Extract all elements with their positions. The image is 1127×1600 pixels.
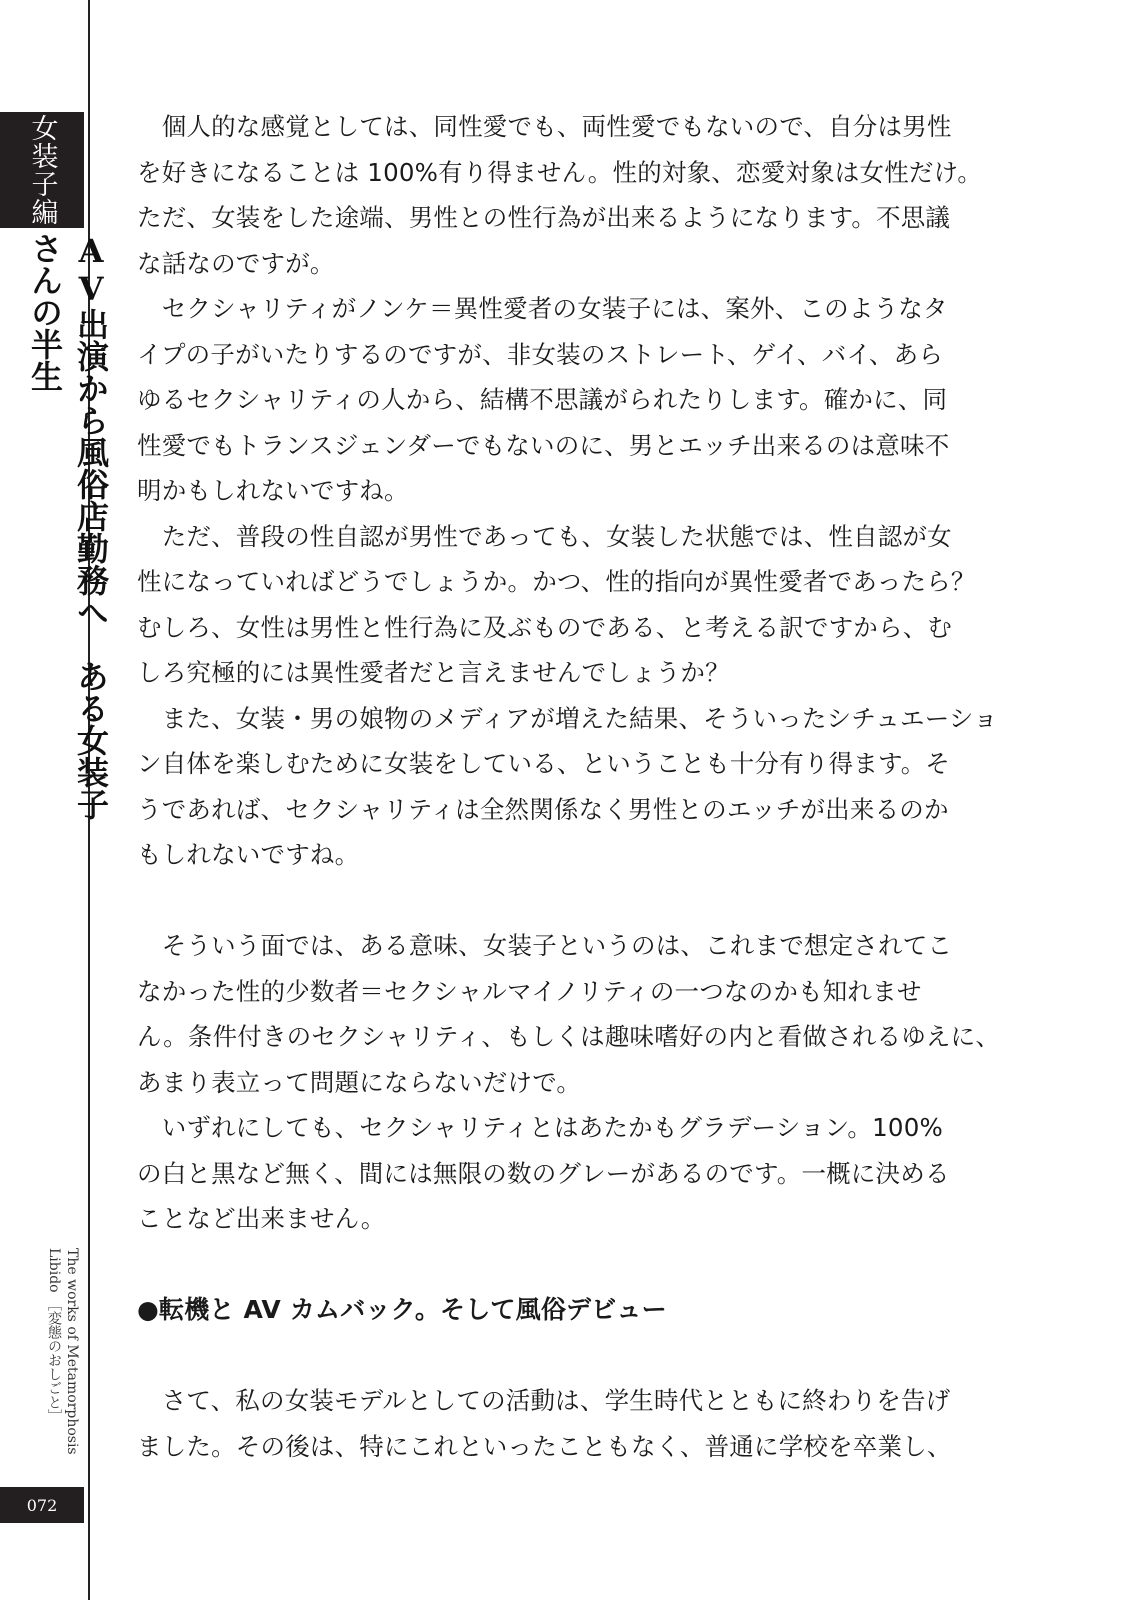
- text-line: の白と黒など無く、間には無限の数のグレーがあるのです。一概に決める: [137, 1158, 950, 1188]
- text-line: いずれにしても、セクシャリティとはあたかもグラデーション。100%: [137, 1113, 943, 1142]
- text-line: ン自体を楽しむために女装をしている、ということも十分有り得ます。そ: [137, 749, 951, 778]
- text-line: あまり表立って問題にならないだけで。: [137, 1067, 582, 1097]
- text-line: うであれば、セクシャリティは全然関係なく男性とのエッチが出来るのか: [137, 794, 949, 824]
- text-line: しろ究極的には異性愛者だと言えませんでしょうか？: [137, 658, 730, 687]
- page-number: 072: [0, 1487, 84, 1523]
- body-text: [137, 104, 1001, 1469]
- text-line: イプの子がいたりするのですが、非女装のストレート、ゲイ、バイ、あら: [137, 339, 944, 369]
- section-tab: [0, 112, 84, 228]
- paragraph-gap: [137, 1242, 987, 1288]
- text-line: ゆるセクシャリティの人から、結構不思議がられたりします。確かに、同: [137, 385, 948, 414]
- text-line: 性愛でもトランスジェンダーでもないのに、男とエッチ出来るのは意味不: [137, 430, 950, 460]
- paragraph-gap: [137, 1333, 987, 1379]
- text-line: ました。その後は、特にこれといったこともなく、普通に学校を卒業し、: [137, 1431, 952, 1461]
- text-line: 性になっていればどうでしょうか。かつ、性的指向が異性愛者であったら？: [137, 567, 976, 596]
- paragraph-gap: [137, 878, 987, 924]
- text-line: もしれないですね。: [137, 840, 360, 869]
- text-line: ただ、普段の性自認が男性であっても、女装した状態では、性自認が女: [137, 521, 952, 551]
- text-line: そういう面では、ある意味、女装子というのは、これまで想定されてこ: [137, 931, 953, 960]
- text-line: 明かもしれないですね。: [137, 476, 409, 505]
- text-line: ん。条件付きのセクシャリティ、もしくは趣味嗜好の内と看做されるゆえに、: [137, 1022, 1001, 1051]
- text-line: ただ、女装をした途端、男性との性行為が出来るようになります。不思議: [137, 203, 951, 232]
- text-line: また、女装・男の娘物のメディアが増えた結果、そういったシチュエーショ: [137, 703, 998, 733]
- text-line: ことなど出来ません。: [137, 1204, 386, 1233]
- text-line: を好きになることは 100%有り得ません。性的対象、恋愛対象は女性だけ。: [137, 157, 983, 187]
- section-tab-label: 女装子編: [26, 114, 58, 226]
- text-line: なかった性的少数者＝セクシャルマイノリティの一つなのかも知れませ: [137, 976, 922, 1006]
- book-credit-title: The works of Metamorphosis Libido: [46, 1248, 80, 1455]
- text-line: セクシャリティがノンケ＝異性愛者の女装子には、案外、このようなタ: [137, 294, 948, 323]
- text-line: 個人的な感覚としては、同性愛でも、両性愛でもないので、自分は男性: [137, 112, 952, 141]
- section-heading: ●転機と AV カムバック。そして風俗デビュー: [137, 1295, 667, 1324]
- book-credit-subtitle: ［変態のおしごと］: [46, 1297, 62, 1424]
- text-line: さて、私の女装モデルとしての活動は、学生時代とともに終わりを告げ: [137, 1386, 951, 1415]
- chapter-title: AV出演から風俗店勤務へ ある女装子さんの半生: [26, 232, 110, 820]
- book-credit: [44, 1248, 80, 1478]
- text-line: むしろ、女性は男性と性行為に及ぶものである、と考える訳ですから、む: [137, 612, 953, 642]
- text-line: な話なのですが。: [137, 248, 335, 278]
